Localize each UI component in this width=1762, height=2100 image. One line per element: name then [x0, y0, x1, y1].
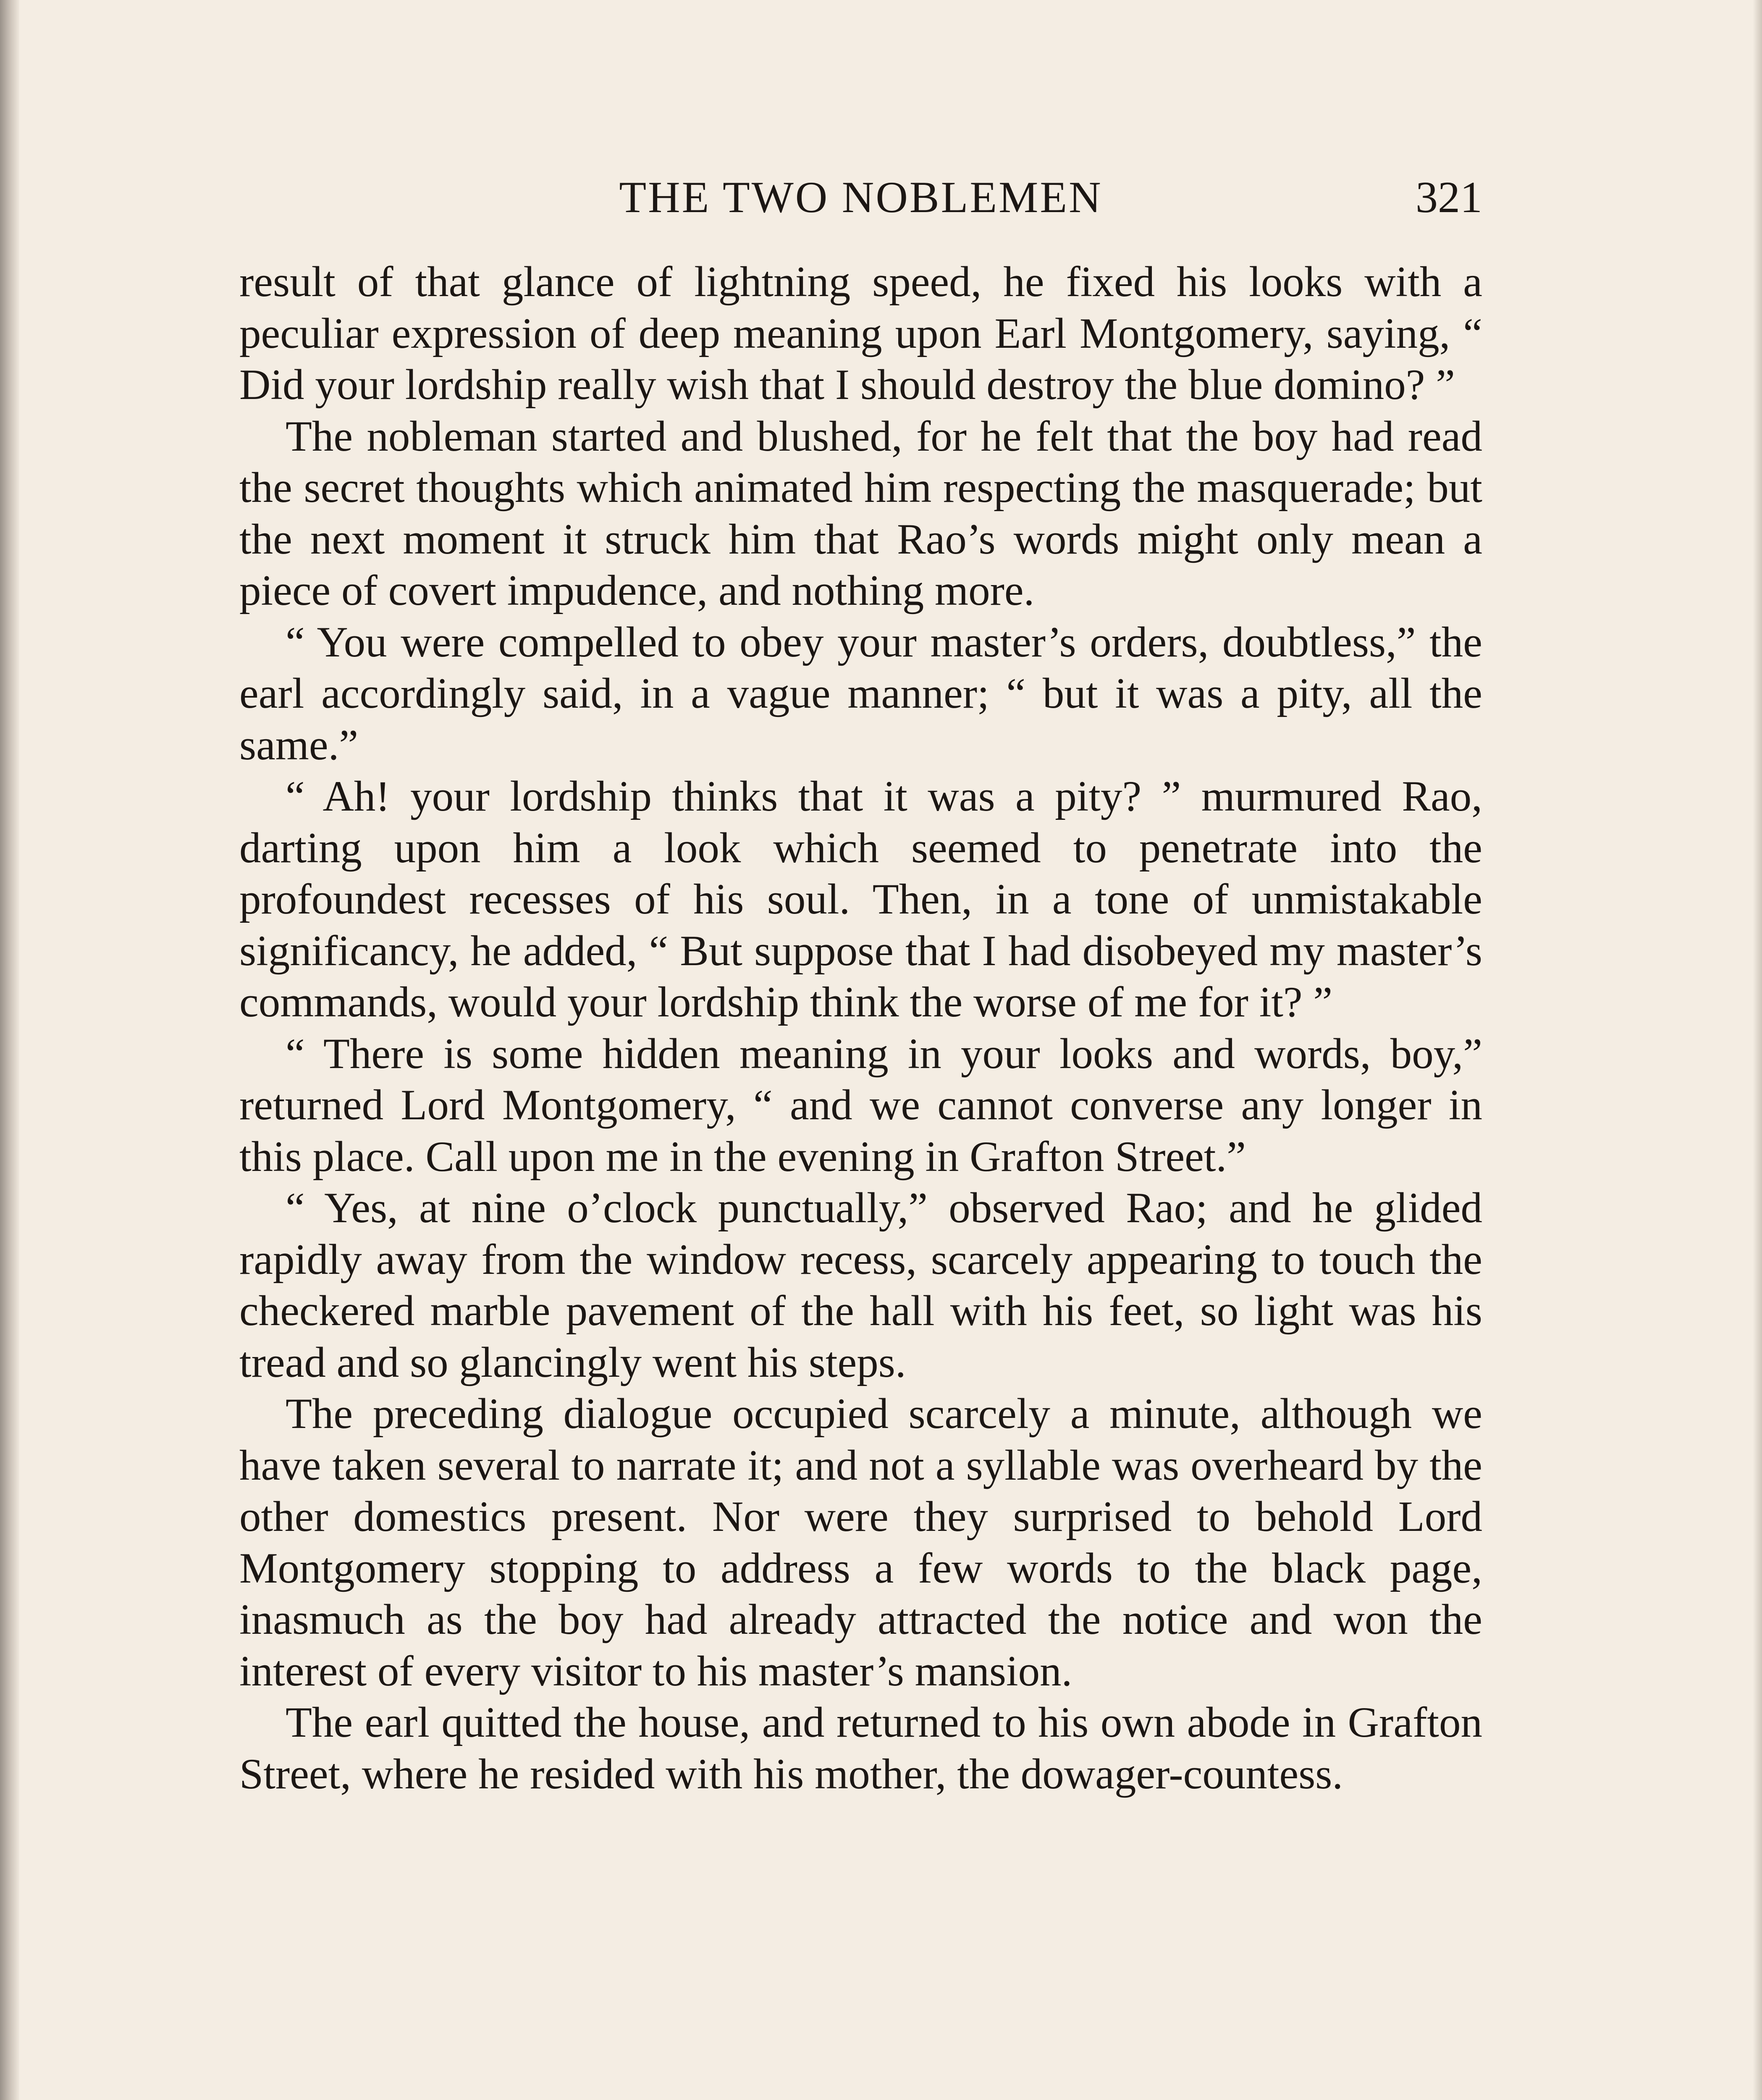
paragraph: “ Yes, at nine o’clock punctually,” observed Rao; and he glided rapidly away from the window recess, scarcely appearing to touch the checkered marble pavement of the hall with his feet, so light was his tread and so glancingly went his steps. — [239, 1184, 1482, 1386]
running-head: THE TWO NOBLEMEN — [619, 173, 1103, 222]
page-header — [239, 166, 1482, 229]
paragraph: The nobleman started and blushed, for he felt that the boy had read the secret thoughts which animated him respecting the masquerade; but the next moment it struck him that Rao’s words might only mean a piece of covert impudence, and nothing more. — [239, 412, 1482, 614]
page-binding-edge — [0, 0, 19, 2100]
paragraph: The preceding dialogue occupied scarcely a minute, although we have taken several to narrate it; and not a syllable was overheard by the other domestics present. Nor were they surprised to behold Lord Montgomery stopping to address a few words to the black page, inasmuch as the boy had already attracted the notice and won the interest of every visitor to his master’s mansion. — [239, 1390, 1482, 1695]
body-text — [239, 256, 1482, 1800]
paragraph: “ There is some hidden meaning in your looks and words, boy,” returned Lord Montgomery, “ and we cannot converse any longer in this place. Call upon me in the evening in Grafton Street.” — [239, 1029, 1482, 1181]
page-number: 321 — [1416, 173, 1482, 222]
paragraph: The earl quitted the house, and returned to his own abode in Grafton Street, where he resided with his mother, the dowager-countess. — [239, 1698, 1482, 1798]
paragraph: result of that glance of lightning speed, he fixed his looks with a peculiar expression of deep meaning upon Earl Montgomery, saying, “ Did your lordship really wish that I should destroy the blue domino? ” — [239, 258, 1482, 409]
paragraph: “ Ah! your lordship thinks that it was a pity? ” murmured Rao, darting upon him a look which seemed to penetrate into the profoundest recesses of his soul. Then, in a tone of unmistakable significancy, he added, “ But suppose that I had disobeyed my master’s commands, would your lordship think the worse of me for it? ” — [239, 772, 1482, 1026]
paragraph: “ You were compelled to obey your master’s orders, doubtless,” the earl accordingly said, in a vague manner; “ but it was a pity, all the same.” — [239, 618, 1482, 769]
page-right-edge — [1753, 0, 1762, 2100]
